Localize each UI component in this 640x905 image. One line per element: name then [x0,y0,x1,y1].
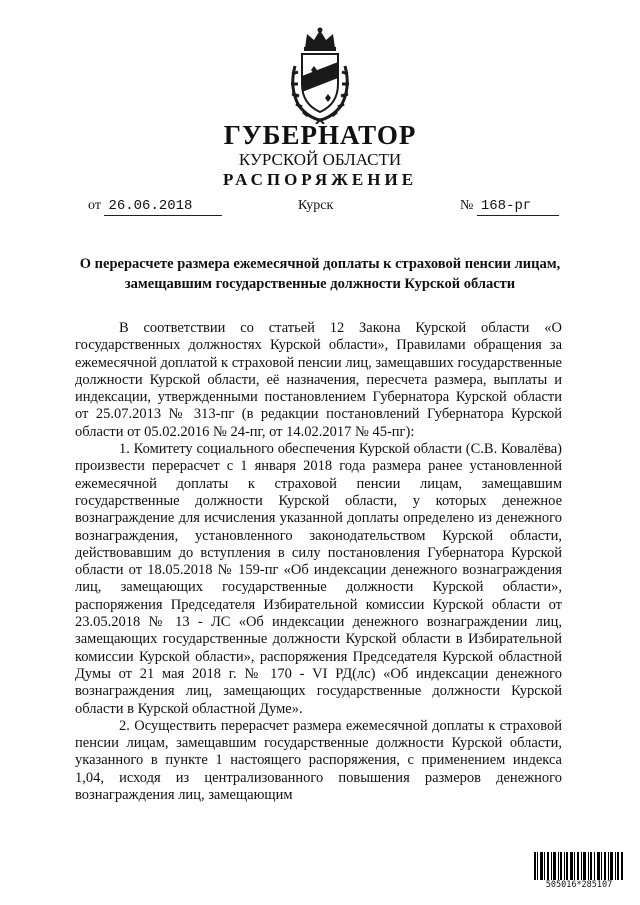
barcode-number: 505016*285107 [533,880,625,891]
date-value: 26.06.2018 [104,197,222,216]
number-label: № [460,198,474,213]
document-date [88,197,222,216]
document-number [460,197,559,216]
document-body [75,320,562,804]
document-subject: О перерасчете размера ежемесячной доплаты к страховой пенсии лицам, замещавшим государственные должности Курской области [79,256,561,292]
clause-1-paragraph: 1. Комитету социального обеспечения Курской области (С.В. Ковалёва) произвести перерасчет с 1 января 2018 года размера ранее установленной ежемесячной доплаты к страховой пенсии лицам, замещавшим государственные должности Курской области, у которых денежное вознаграждение для исчисления указанной доплаты определено из денежного вознаграждения, установленного законодательством Курской области, действовавшим до вступления в силу постановления Губернатора Курской области от 18.05.2018 № 159-пг «Об индексации денежного вознаграждения лиц, замещающих государственные должности Курской области», распоряжения Председателя Избирательной комиссии Курской области от 23.05.2018 № 13 - ЛС «Об индексации денежного вознаграждении лиц, замещающих государственные должности Курской области в Избирательной комиссии Курской области», распоряжения Председателя Курской областной Думы от 21 мая 2018 г. № 170 - VI РД(лс) «Об индексации денежного вознаграждения лиц, замещающих государственные должности Курской области в Курской областной Думе». [75,441,562,717]
clause-2-paragraph: 2. Осуществить перерасчет размера ежемесячной доплаты к страховой пенсии лицам, замещавшим государственные должности Курской области, указанного в пункте 1 настоящего распоряжения, с применением индекса 1,04, исходя из централизованного повышения размеров денежного вознаграждения лиц, замещающим [75,717,562,804]
number-value: 168-рг [477,197,559,216]
document-region: КУРСКОЙ ОБЛАСТИ [238,150,402,169]
kursk-coat-of-arms-icon [287,26,353,124]
document-issuer-title: ГУБЕРНАТОР [223,120,417,150]
date-label: от [88,198,101,213]
document-type: РАСПОРЯЖЕНИЕ [222,170,418,189]
preamble-paragraph: В соответствии со статьей 12 Закона Курской области «О государственных должностях Курской области», Правилами обращения за ежемесячной доплатой к страховой пенсии лиц, замещавших государственные должности Курской области, её назначения, пересчета размера, выплаты и индексации, утвержденными постановлением Губернатора Курской области от 25.07.2013 № 313-пг (в редакции постановлений Губернатора Курской области от 05.02.2016 № 24-пг, от 14.02.2017 № 45-пг): [75,320,562,440]
document-city: Курск [298,198,334,213]
